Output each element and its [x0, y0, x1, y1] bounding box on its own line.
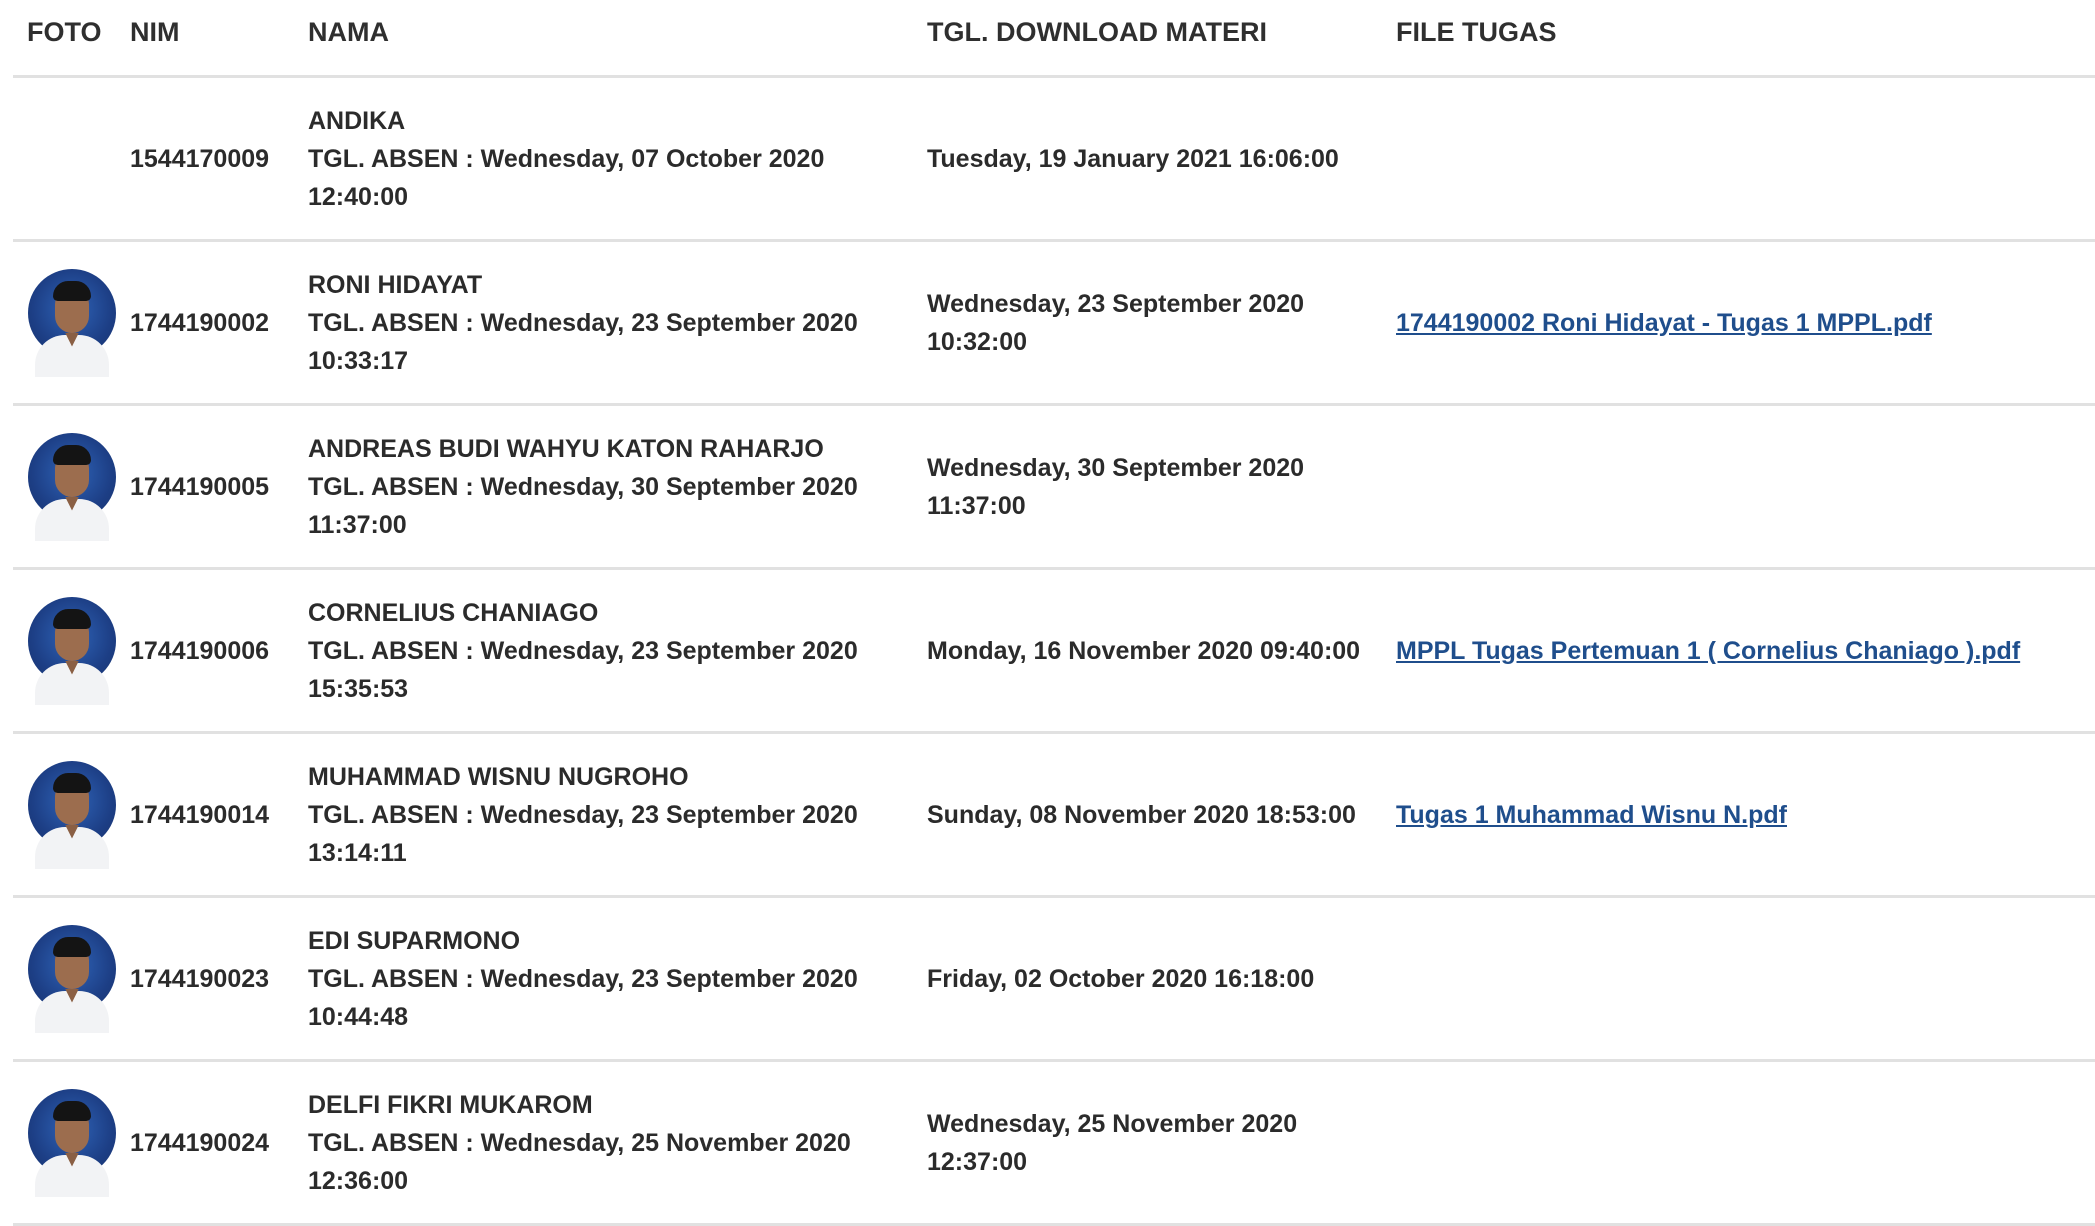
download-time: 12:37:00: [927, 1147, 1028, 1176]
student-photo: [27, 925, 117, 1033]
nama-cell: [308, 430, 927, 544]
avatar-hair: [53, 281, 91, 301]
header-nama: NAMA: [308, 17, 389, 47]
avatar-hair: [53, 445, 91, 465]
nim-cell: 1744190024: [130, 1128, 270, 1157]
table-row: [13, 570, 2095, 734]
avatar-hair: [53, 773, 91, 793]
student-photo: [27, 597, 117, 705]
absen-date: TGL. ABSEN : Wednesday, 25 November 2020: [308, 1128, 851, 1157]
file-cell: [1396, 632, 2095, 670]
file-link[interactable]: Tugas 1 Muhammad Wisnu N.pdf: [1396, 800, 1787, 829]
download-date-cell: [927, 140, 1396, 178]
nim-cell: 1744190014: [130, 800, 270, 829]
absen-time: 10:44:48: [308, 1002, 409, 1031]
nim-cell: 1744190006: [130, 636, 270, 665]
header-tgl-download: TGL. DOWNLOAD MATERI: [927, 17, 1267, 47]
photo-cell: [13, 433, 130, 541]
nim-cell: 1744190005: [130, 472, 270, 501]
table-row: [13, 1062, 2095, 1226]
student-name: ANDIKA: [308, 106, 406, 135]
student-photo: [27, 1089, 117, 1197]
student-table: [13, 0, 2095, 1226]
table-row: [13, 406, 2095, 570]
download-date: Friday, 02 October 2020 16:18:00: [927, 964, 1315, 993]
photo-cell: [13, 597, 130, 705]
nama-cell: [308, 266, 927, 380]
absen-date: TGL. ABSEN : Wednesday, 23 September 2020: [308, 964, 858, 993]
download-time: 10:32:00: [927, 327, 1028, 356]
avatar-hair: [53, 1101, 91, 1121]
student-name: ANDREAS BUDI WAHYU KATON RAHARJO: [308, 434, 824, 463]
file-link[interactable]: MPPL Tugas Pertemuan 1 ( Cornelius Chaniago ).pdf: [1396, 636, 2021, 665]
download-date: Tuesday, 19 January 2021 16:06:00: [927, 144, 1339, 173]
absen-time: 12:40:00: [308, 182, 409, 211]
table-row: [13, 242, 2095, 406]
photo-cell: [13, 761, 130, 869]
table-row: [13, 734, 2095, 898]
absen-time: 10:33:17: [308, 346, 409, 375]
download-time: 11:37:00: [927, 491, 1026, 520]
table-header-row: [13, 0, 2095, 78]
nim-cell: 1544170009: [130, 144, 270, 173]
absen-date: TGL. ABSEN : Wednesday, 30 September 2020: [308, 472, 858, 501]
student-name: EDI SUPARMONO: [308, 926, 521, 955]
nama-cell: [308, 922, 927, 1036]
absen-date: TGL. ABSEN : Wednesday, 07 October 2020: [308, 144, 825, 173]
absen-date: TGL. ABSEN : Wednesday, 23 September 2020: [308, 636, 858, 665]
student-name: MUHAMMAD WISNU NUGROHO: [308, 762, 689, 791]
absen-date: TGL. ABSEN : Wednesday, 23 September 2020: [308, 308, 858, 337]
nama-cell: [308, 594, 927, 708]
table-body: [13, 78, 2095, 1226]
absen-time: 11:37:00: [308, 510, 407, 539]
nama-cell: [308, 102, 927, 216]
nim-cell: 1744190002: [130, 308, 270, 337]
absen-date: TGL. ABSEN : Wednesday, 23 September 2020: [308, 800, 858, 829]
download-date-cell: [927, 796, 1396, 834]
student-photo: [27, 269, 117, 377]
nama-cell: [308, 758, 927, 872]
avatar-hair: [53, 937, 91, 957]
download-date-cell: [927, 1105, 1396, 1181]
absen-time: 12:36:00: [308, 1166, 409, 1195]
download-date: Wednesday, 30 September 2020: [927, 453, 1305, 482]
absen-time: 13:14:11: [308, 838, 407, 867]
download-date-cell: [927, 632, 1396, 670]
file-cell: [1396, 796, 2095, 834]
download-date: Wednesday, 25 November 2020: [927, 1109, 1298, 1138]
header-file-tugas: FILE TUGAS: [1396, 17, 1557, 47]
download-date-cell: [927, 449, 1396, 525]
download-date: Wednesday, 23 September 2020: [927, 289, 1305, 318]
header-foto: FOTO: [27, 17, 102, 47]
file-link[interactable]: 1744190002 Roni Hidayat - Tugas 1 MPPL.pdf: [1396, 308, 1932, 337]
photo-cell: [13, 1089, 130, 1197]
header-nim: NIM: [130, 17, 180, 47]
absen-time: 15:35:53: [308, 674, 409, 703]
student-photo: [27, 761, 117, 869]
student-name: DELFI FIKRI MUKAROM: [308, 1090, 593, 1119]
photo-cell: [13, 269, 130, 377]
student-photo: [27, 433, 117, 541]
nama-cell: [308, 1086, 927, 1200]
avatar-hair: [53, 609, 91, 629]
photo-cell: [13, 925, 130, 1033]
student-name: CORNELIUS CHANIAGO: [308, 598, 599, 627]
download-date-cell: [927, 960, 1396, 998]
table-row: [13, 898, 2095, 1062]
nim-cell: 1744190023: [130, 964, 270, 993]
student-name: RONI HIDAYAT: [308, 270, 483, 299]
file-cell: [1396, 304, 2095, 342]
download-date: Sunday, 08 November 2020 18:53:00: [927, 800, 1356, 829]
download-date-cell: [927, 285, 1396, 361]
download-date: Monday, 16 November 2020 09:40:00: [927, 636, 1361, 665]
table-row: [13, 78, 2095, 242]
